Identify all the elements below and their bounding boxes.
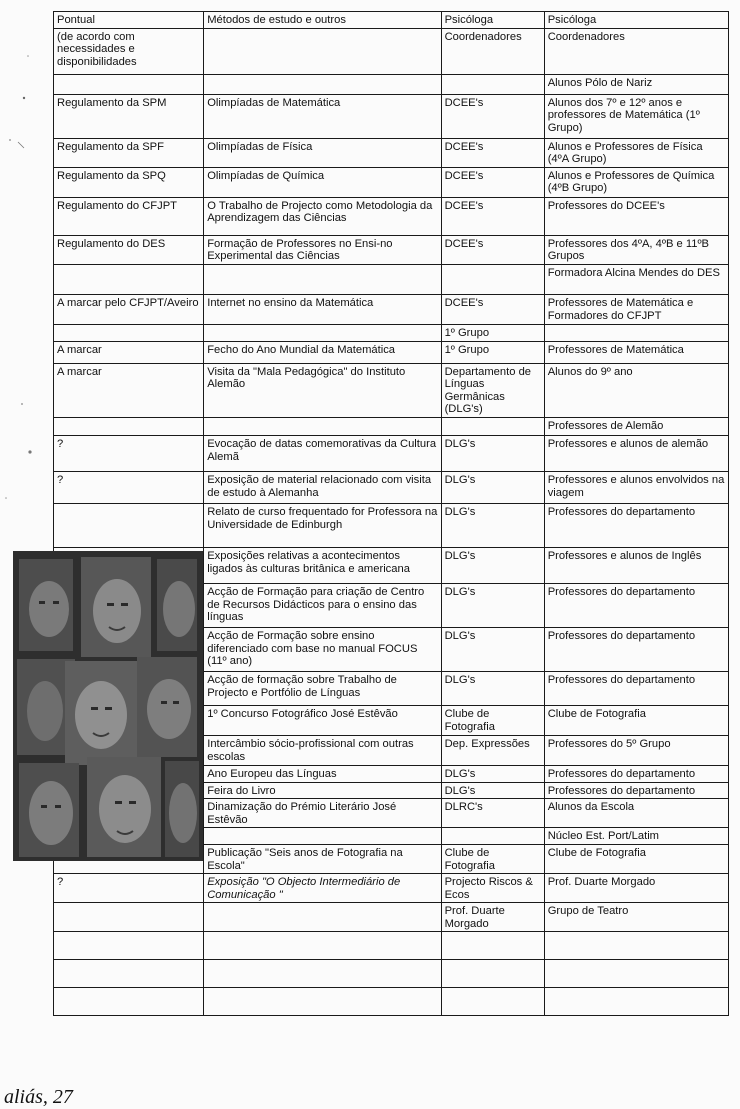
table-cell: DLRC's	[441, 799, 544, 828]
table-cell: Coordenadores	[544, 28, 728, 74]
table-cell	[54, 932, 204, 960]
table-cell: Exposição "O Objecto Intermediário de Comunicação "	[204, 874, 441, 903]
table-cell	[204, 960, 441, 988]
table-cell: Clube de Fotografia	[441, 844, 544, 873]
table-row	[54, 503, 729, 547]
table-row	[54, 341, 729, 363]
scan-specks	[0, 0, 60, 520]
table-cell: Dep. Expressões	[441, 735, 544, 765]
table-cell: Olimpíadas de Matemática	[204, 94, 441, 138]
table-row	[54, 324, 729, 341]
table-row	[54, 167, 729, 197]
table-cell: DLG's	[441, 671, 544, 705]
table-cell: Alunos Pólo de Nariz	[544, 74, 728, 94]
table-cell: Olimpíadas de Física	[204, 138, 441, 167]
table-row	[54, 235, 729, 264]
table-cell: A marcar	[54, 363, 204, 417]
table-cell	[54, 988, 204, 1016]
table-cell	[204, 417, 441, 435]
table-cell	[544, 932, 728, 960]
table-cell: 1º Concurso Fotográfico José Estêvão	[204, 705, 441, 735]
table-cell: Professores do departamento	[544, 583, 728, 627]
table-cell: Professores do departamento	[544, 765, 728, 782]
table-cell	[544, 324, 728, 341]
table-cell: Alunos dos 7º e 12º anos e professores de Matemática (1º Grupo)	[544, 94, 728, 138]
table-cell: Professores do departamento	[544, 671, 728, 705]
table-cell: DLG's	[441, 782, 544, 799]
table-cell: Dinamização do Prémio Literário José Estêvão	[204, 799, 441, 828]
table-cell: Formadora Alcina Mendes do DES	[544, 264, 728, 294]
table-cell: O Trabalho de Projecto como Metodologia da Aprendizagem das Ciências	[204, 197, 441, 235]
table-cell: Formação de Professores no Ensi-no Experimental das Ciências	[204, 235, 441, 264]
table-cell: Exposição de material relacionado com visita de estudo à Alemanha	[204, 471, 441, 503]
table-cell: DLG's	[441, 471, 544, 503]
table-cell	[441, 417, 544, 435]
table-cell: DLG's	[441, 503, 544, 547]
table-cell: 1º Grupo	[441, 341, 544, 363]
table-cell: 1º Grupo	[441, 324, 544, 341]
table-row	[54, 932, 729, 960]
table-row	[54, 294, 729, 324]
table-cell	[544, 960, 728, 988]
table-cell: A marcar	[54, 341, 204, 363]
table-cell	[441, 264, 544, 294]
table-cell: DCEE's	[441, 235, 544, 264]
table-cell	[204, 74, 441, 94]
table-cell: Publicação "Seis anos de Fotografia na Escola"	[204, 844, 441, 873]
table-cell	[441, 828, 544, 845]
table-cell: Regulamento da SPF	[54, 138, 204, 167]
table-cell: Ano Europeu das Línguas	[204, 765, 441, 782]
table-cell: Professores e alunos de alemão	[544, 435, 728, 471]
table-row	[54, 28, 729, 74]
table-cell: DCEE's	[441, 138, 544, 167]
table-cell	[204, 932, 441, 960]
table-cell: Evocação de datas comemorativas da Cultura Alemã	[204, 435, 441, 471]
table-cell	[441, 74, 544, 94]
table-cell: DLG's	[441, 583, 544, 627]
table-cell: Professores e alunos envolvidos na viagem	[544, 471, 728, 503]
table-cell	[54, 503, 204, 547]
table-cell: Professores do departamento	[544, 503, 728, 547]
table-cell: Alunos do 9º ano	[544, 363, 728, 417]
table-row	[54, 417, 729, 435]
table-cell: DLG's	[441, 547, 544, 583]
table-cell: Professores dos 4ºA, 4ºB e 11ºB Grupos	[544, 235, 728, 264]
table-cell: Professores de Matemática e Formadores do CFJPT	[544, 294, 728, 324]
table-cell: Alunos da Escola	[544, 799, 728, 828]
table-cell: Professores do departamento	[544, 782, 728, 799]
table-cell: Grupo de Teatro	[544, 903, 728, 932]
table-cell: Alunos e Professores de Química (4ºB Grupo)	[544, 167, 728, 197]
table-cell: Professores do DCEE's	[544, 197, 728, 235]
table-cell: ?	[54, 471, 204, 503]
table-cell: DCEE's	[441, 94, 544, 138]
table-cell: Pontual	[54, 12, 204, 29]
table-cell: ?	[54, 874, 204, 903]
table-row	[54, 94, 729, 138]
table-cell: Departamento de Línguas Germânicas (DLG's)	[441, 363, 544, 417]
table-cell: Alunos e Professores de Física (4ºA Grupo)	[544, 138, 728, 167]
table-cell: Professores e alunos de Inglês	[544, 547, 728, 583]
table-cell: DCEE's	[441, 197, 544, 235]
activities-table	[53, 11, 729, 1016]
table-cell	[54, 417, 204, 435]
table-cell	[441, 988, 544, 1016]
table-cell: Regulamento do CFJPT	[54, 197, 204, 235]
table-cell: DCEE's	[441, 294, 544, 324]
table-cell: Métodos de estudo e outros	[204, 12, 441, 29]
table-cell: Projecto Riscos & Ecos	[441, 874, 544, 903]
table-cell	[204, 903, 441, 932]
table-row	[54, 74, 729, 94]
table-cell	[441, 960, 544, 988]
table-cell: Intercâmbio sócio-profissional com outras escolas	[204, 735, 441, 765]
table-cell: Exposições relativas a acontecimentos ligados às culturas britânica e americana	[204, 547, 441, 583]
table-cell	[204, 988, 441, 1016]
table-cell: Internet no ensino da Matemática	[204, 294, 441, 324]
table-cell: A marcar pelo CFJPT/Aveiro	[54, 294, 204, 324]
table-cell: Professores do 5º Grupo	[544, 735, 728, 765]
table-cell: Clube de Fotografia	[544, 844, 728, 873]
table-cell: Acção de formação sobre Trabalho de Projecto e Portfólio de Línguas	[204, 671, 441, 705]
table-row	[54, 903, 729, 932]
table-cell: Professores do departamento	[544, 627, 728, 671]
table-cell: Professores de Alemão	[544, 417, 728, 435]
table-row	[54, 264, 729, 294]
table-cell	[204, 264, 441, 294]
table-cell	[54, 264, 204, 294]
table-cell: Núcleo Est. Port/Latim	[544, 828, 728, 845]
table-cell: ?	[54, 435, 204, 471]
photo-faces-image	[13, 551, 203, 861]
table-cell: DLG's	[441, 435, 544, 471]
table-cell: Regulamento da SPM	[54, 94, 204, 138]
table-cell: Prof. Duarte Morgado	[544, 874, 728, 903]
table-cell: Psicóloga	[441, 12, 544, 29]
table-row	[54, 12, 729, 29]
table-cell	[54, 903, 204, 932]
table-cell: (de acordo com necessidades e disponibilidades	[54, 28, 204, 74]
table-cell: Prof. Duarte Morgado	[441, 903, 544, 932]
table-cell: Relato de curso frequentado for Professora na Universidade de Edinburgh	[204, 503, 441, 547]
table-row	[54, 988, 729, 1016]
table-cell: Clube de Fotografia	[544, 705, 728, 735]
table-cell	[54, 324, 204, 341]
table-cell	[204, 324, 441, 341]
table-cell: Acção de Formação para criação de Centro de Recursos Didácticos para o ensino das línguas	[204, 583, 441, 627]
table-cell	[544, 988, 728, 1016]
table-cell: Regulamento da SPQ	[54, 167, 204, 197]
table-cell	[204, 28, 441, 74]
table-cell: Coordenadores	[441, 28, 544, 74]
table-cell: Regulamento do DES	[54, 235, 204, 264]
photo-faces	[13, 551, 203, 861]
table-cell: DCEE's	[441, 167, 544, 197]
table-cell: Olimpíadas de Química	[204, 167, 441, 197]
table-row	[54, 960, 729, 988]
table-row	[54, 471, 729, 503]
table-cell: Feira do Livro	[204, 782, 441, 799]
table-row	[54, 197, 729, 235]
table-cell	[204, 828, 441, 845]
table-cell: Acção de Formação sobre ensino diferenciado com base no manual FOCUS (11º ano)	[204, 627, 441, 671]
table-cell: Fecho do Ano Mundial da Matemática	[204, 341, 441, 363]
table-cell	[54, 960, 204, 988]
table-row	[54, 363, 729, 417]
table-row	[54, 138, 729, 167]
table-row	[54, 435, 729, 471]
table-row	[54, 874, 729, 903]
table-cell: Clube de Fotografia	[441, 705, 544, 735]
table-cell: DLG's	[441, 627, 544, 671]
table-cell: Professores de Matemática	[544, 341, 728, 363]
table-cell: DLG's	[441, 765, 544, 782]
page-caption: aliás, 27	[4, 1086, 73, 1108]
table-cell	[54, 74, 204, 94]
table-cell	[441, 932, 544, 960]
table-cell: Psicóloga	[544, 12, 728, 29]
table-cell: Visita da "Mala Pedagógica" do Instituto Alemão	[204, 363, 441, 417]
